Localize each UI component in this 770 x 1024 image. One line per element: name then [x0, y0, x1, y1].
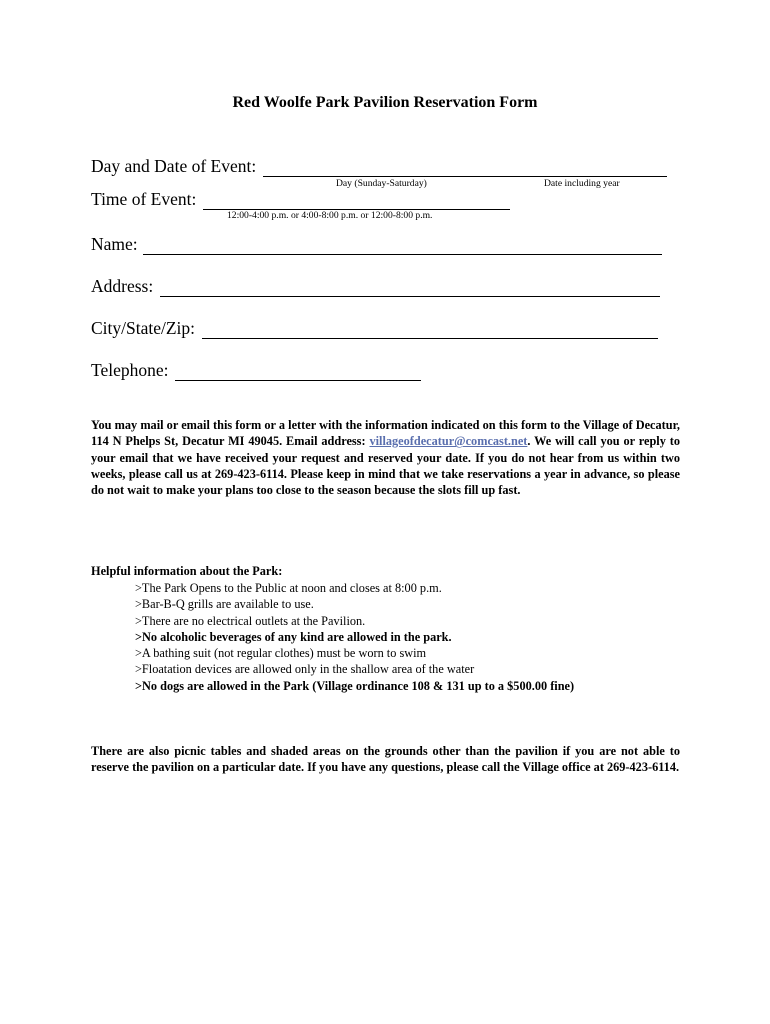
telephone-field	[91, 359, 169, 381]
email-link[interactable]: villageofdecatur@comcast.net	[369, 434, 528, 449]
info-list	[135, 580, 574, 694]
info-item: >Bar-B-Q grills are available to use.	[135, 597, 314, 612]
name-input-line[interactable]	[143, 254, 662, 255]
date-hint: Date including year	[544, 178, 620, 189]
day-date-input-line[interactable]	[263, 176, 667, 177]
info-item: >A bathing suit (not regular clothes) must be worn to swim	[135, 646, 427, 661]
city-state-zip-label: City/State/Zip:	[91, 318, 196, 338]
info-item: >Floatation devices are allowed only in the shallow area of the water	[135, 662, 475, 677]
day-hint: Day (Sunday-Saturday)	[336, 178, 427, 189]
name-label: Name:	[91, 234, 138, 254]
instructions-paragraph	[91, 417, 680, 498]
day-date-label: Day and Date of Event:	[91, 156, 257, 176]
time-hint: 12:00-4:00 p.m. or 4:00-8:00 p.m. or 12:00-8:00 p.m.	[227, 210, 433, 221]
instructions-text-part2: . We will call you or reply to your email that we have received your request and reserved your date. If you do not hear from us within two weeks, please call us at 269-423-6114. Please keep in mind that we take reservations a year in advance, so please do not wait to make your plans too close to the season because the slots fill up fast.	[91, 434, 680, 498]
telephone-label: Telephone:	[91, 360, 169, 380]
day-date-field	[91, 155, 256, 177]
name-field	[91, 233, 138, 255]
city-state-zip-input-line[interactable]	[202, 338, 658, 339]
closing-paragraph: There are also picnic tables and shaded areas on the grounds other than the pavilion if you are not able to reserve the pavilion on a particular date. If you have any questions, please call the Village office at 269-423-6114.	[91, 744, 680, 775]
address-label: Address:	[91, 276, 154, 296]
info-item: >The Park Opens to the Public at noon and closes at 8:00 p.m.	[135, 581, 442, 595]
address-field	[91, 275, 153, 297]
form-title: Red Woolfe Park Pavilion Reservation Form	[232, 94, 538, 111]
address-input-line[interactable]	[160, 296, 660, 297]
instructions-text-part1: You may mail or email this form or a letter with the information indicated on this form to the Village of Decatur, 114 N Phelps St, Decatur MI 49045. Email address:	[91, 418, 680, 449]
info-heading: Helpful information about the Park:	[91, 564, 283, 578]
info-item: >No alcoholic beverages of any kind are allowed in the park.	[135, 629, 452, 644]
time-field	[91, 188, 196, 210]
info-item: >No dogs are allowed in the Park (Village ordinance 108 & 131 up to a $500.00 fine)	[135, 678, 575, 693]
info-item: >There are no electrical outlets at the Pavilion.	[135, 613, 366, 628]
city-state-zip-field	[91, 317, 195, 339]
telephone-input-line[interactable]	[175, 380, 421, 381]
time-label: Time of Event:	[91, 189, 197, 209]
